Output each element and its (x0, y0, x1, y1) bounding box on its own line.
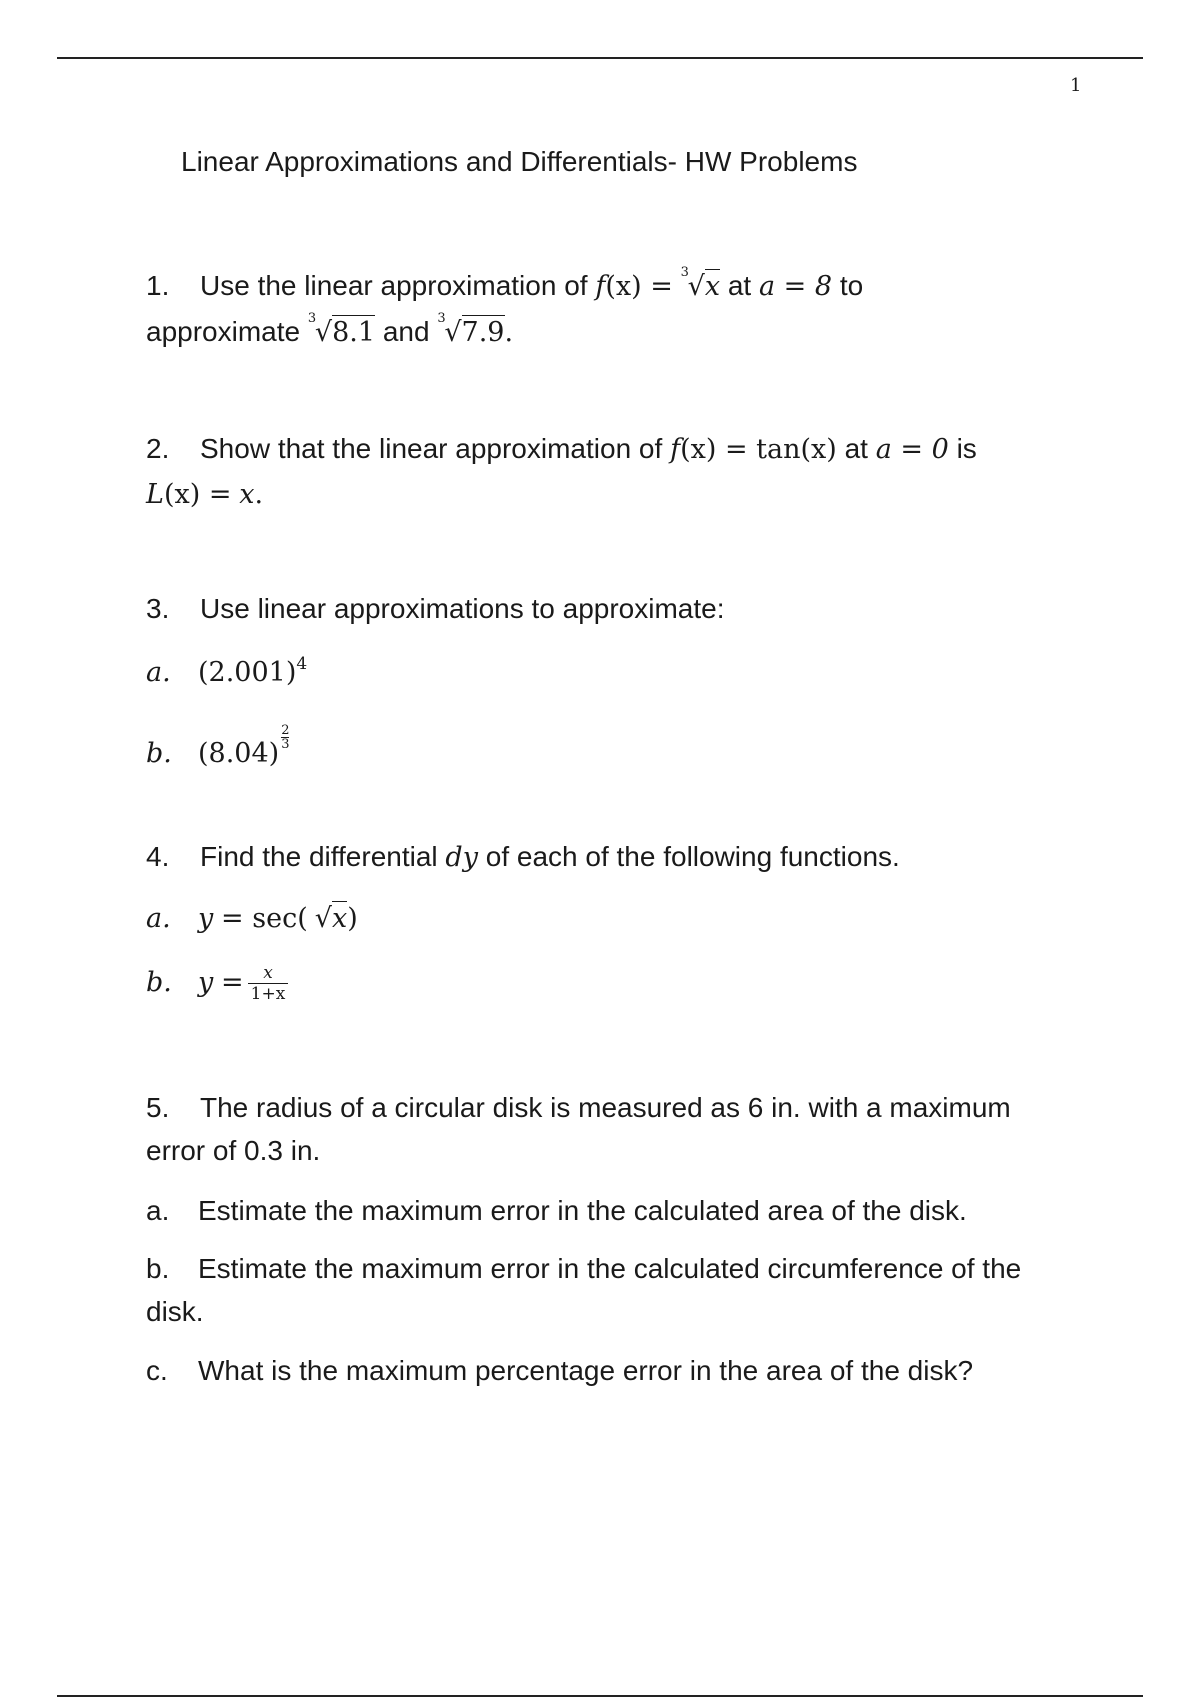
part-a-label: a. (146, 657, 171, 688)
problem-1-f: f (595, 271, 606, 302)
problem-1-a-value: a = 8 (758, 271, 833, 302)
problem-2-at: at (844, 433, 868, 464)
problem-5-line-2 (146, 1135, 320, 1167)
problem-5-part-b (146, 1253, 1021, 1285)
problem-3-part-b (146, 724, 289, 769)
radical-sign: √ (444, 317, 462, 348)
problem-3-line-1 (146, 593, 724, 625)
part-b-label: b. (146, 1253, 170, 1284)
problem-4-part-b (146, 964, 288, 1003)
problem-4-line-1 (146, 841, 900, 873)
part-b-exponent (281, 724, 289, 751)
problem-5-text: The radius of a circular disk is measured as 6 in. with a maximum (200, 1092, 1011, 1123)
part-b-fraction (248, 964, 289, 1003)
problem-1-and: and (382, 316, 430, 347)
part-a-text: Estimate the maximum error in the calculated area of the disk. (198, 1195, 967, 1226)
problem-2-a-value: a = 0 (875, 434, 949, 465)
problem-5-part-a (146, 1195, 967, 1227)
radical-sign: √ (314, 903, 332, 934)
root-index: 3 (307, 311, 317, 326)
problem-4-text-2: of each of the following functions. (485, 841, 900, 872)
footer-rule (57, 1695, 1143, 1697)
part-a-label: a. (146, 1195, 170, 1226)
part-a-base: (2.001) (198, 657, 297, 688)
part-a-y: y (198, 903, 214, 934)
problem-1-to: to (839, 270, 864, 301)
radical-sign: √ (687, 271, 705, 302)
radicand: x (704, 271, 721, 302)
problem-5-part-c (146, 1355, 973, 1387)
part-c-text: What is the maximum percentage error in the area of the disk? (198, 1355, 974, 1386)
problem-2-line-1 (146, 433, 977, 465)
square-root-x (308, 903, 347, 934)
problem-2-L: L (146, 479, 164, 510)
part-a-exponent: 4 (296, 654, 308, 674)
problem-2-is: is (956, 433, 977, 464)
problem-2-f: f (670, 434, 681, 465)
problem-5-part-b-line-2 (146, 1296, 204, 1328)
radicand: 8.1 (332, 317, 376, 348)
header-rule (57, 57, 1143, 59)
problem-5-number: 5. (146, 1092, 170, 1123)
problem-1-line-1 (146, 265, 864, 302)
part-c-label: c. (146, 1355, 168, 1386)
problem-2-line-2 (146, 478, 263, 510)
problem-4-number: 4. (146, 841, 170, 872)
part-b-y: y (198, 967, 214, 999)
problem-4-dy: dy (445, 842, 478, 873)
problem-1-approximate: approximate (146, 316, 301, 347)
problem-4-text: Find the differential (200, 841, 438, 872)
radicand: 7.9 (461, 317, 505, 348)
part-b-base: (8.04) (198, 738, 280, 769)
part-b-label: b. (146, 967, 172, 999)
page-title: Linear Approximations and Differentials- HW Problems (181, 146, 858, 177)
problem-2-fx: (x) = tan(x) (680, 434, 837, 465)
problem-1-number: 1. (146, 270, 170, 301)
cube-root-8-1 (307, 311, 376, 348)
period: . (504, 317, 514, 348)
close-paren: ) (347, 903, 358, 934)
radicand: x (331, 903, 348, 934)
problem-1-fx: (x) = (605, 271, 673, 302)
page-number: 1 (1070, 75, 1082, 96)
exponent-numerator: 2 (281, 723, 290, 738)
part-b-equals: = (221, 967, 244, 999)
part-b-text: Estimate the maximum error in the calculated circumference of the (198, 1253, 1022, 1284)
problem-1-line-2 (146, 311, 514, 348)
root-index: 3 (437, 311, 446, 326)
problem-4-part-a (146, 902, 358, 934)
radical-sign: √ (314, 317, 333, 348)
root-index: 3 (680, 265, 689, 280)
fraction-denominator: 1+x (248, 983, 289, 1004)
problem-1-text: Use the linear approximation of (200, 270, 588, 301)
problem-3-part-a (146, 654, 307, 688)
part-a-label: a. (146, 903, 171, 934)
part-b-label: b. (146, 738, 172, 769)
cube-root-7-9 (437, 311, 505, 348)
problem-2-text: Show that the linear approximation of (200, 433, 663, 464)
part-b-text-2: disk. (146, 1296, 204, 1327)
problem-2-x: x (239, 479, 255, 510)
problem-1-at: at (727, 270, 752, 301)
problem-2-Lx: (x) = (163, 479, 232, 510)
fraction-numerator: x (263, 963, 273, 983)
exponent-denominator: 3 (281, 737, 290, 752)
problem-2-number: 2. (146, 433, 170, 464)
problem-3-text: Use linear approximations to approximate: (200, 593, 725, 624)
problem-5-line-1 (146, 1092, 1011, 1124)
problem-5-text-2: error of 0.3 in. (146, 1135, 321, 1166)
part-a-sec: = sec( (221, 903, 308, 934)
period: . (254, 479, 264, 510)
problem-3-number: 3. (146, 593, 170, 624)
problem-1-cube-root (680, 265, 721, 302)
